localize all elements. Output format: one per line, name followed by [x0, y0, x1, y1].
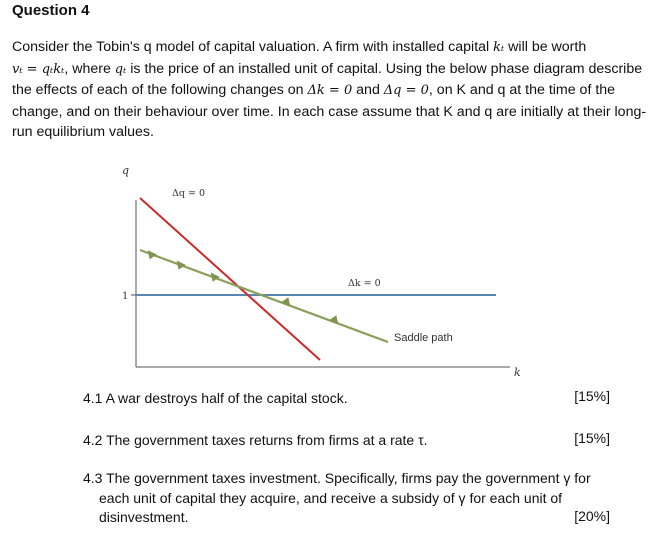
- math-k-t: kₜ: [493, 40, 505, 55]
- math-q-t: qₜ: [114, 61, 127, 77]
- math-dk-zero: Δk = 0: [307, 83, 353, 98]
- intro-text-5: and: [352, 82, 384, 98]
- tick-label-one: 1: [122, 291, 129, 302]
- intro-text-4: is the price of an installed unit of capital. Using the below phase diagram describe the effects of each of the following changes on: [12, 60, 643, 98]
- part-4-1-marks: [15%]: [574, 388, 610, 404]
- phase-diagram: [100, 160, 530, 385]
- intro-text-1: Consider the Tobin's q model of capital valuation. A firm with installed capital: [12, 39, 494, 55]
- part-4-3-line-2: each unit of capital they acquire, and receive a subsidy of γ for each unit of: [99, 489, 563, 506]
- part-4-3: [83, 469, 623, 528]
- intro-text-6: , on K and q at the time of the change, and on their behaviour over time. In each case assume that K and q are initially at their long-run equilibrium values.: [12, 82, 647, 140]
- part-4-3-line-1: 4.3 The government taxes investment. Specifically, firms pay the government γ for: [83, 470, 591, 486]
- part-4-2: 4.2 The government taxes returns from firms at a rate τ.: [83, 432, 428, 448]
- dq-zero-label: Δq = 0: [172, 188, 205, 199]
- dk-zero-label: Δk = 0: [348, 278, 381, 289]
- intro-text-3: , where: [64, 60, 115, 77]
- saddle-arrow: [281, 296, 293, 307]
- part-4-2-marks: [15%]: [574, 430, 610, 446]
- intro-text-2: will be worth: [504, 39, 587, 55]
- part-4-1: 4.1 A war destroys half of the capital stock.: [83, 390, 348, 406]
- question-title: Question 4: [12, 2, 90, 19]
- math-dq-zero: Δq = 0: [383, 83, 429, 98]
- math-value-eq: vₜ = qₜkₜ: [12, 61, 65, 77]
- dq-zero-line: [140, 198, 320, 360]
- x-axis-label: k: [514, 366, 521, 379]
- y-axis-label: q: [122, 164, 130, 177]
- part-4-3-marks: [20%]: [574, 508, 610, 524]
- saddle-path-label: Saddle path: [394, 332, 453, 344]
- part-4-3-line-3: disinvestment.: [99, 509, 189, 525]
- question-body: [12, 37, 652, 143]
